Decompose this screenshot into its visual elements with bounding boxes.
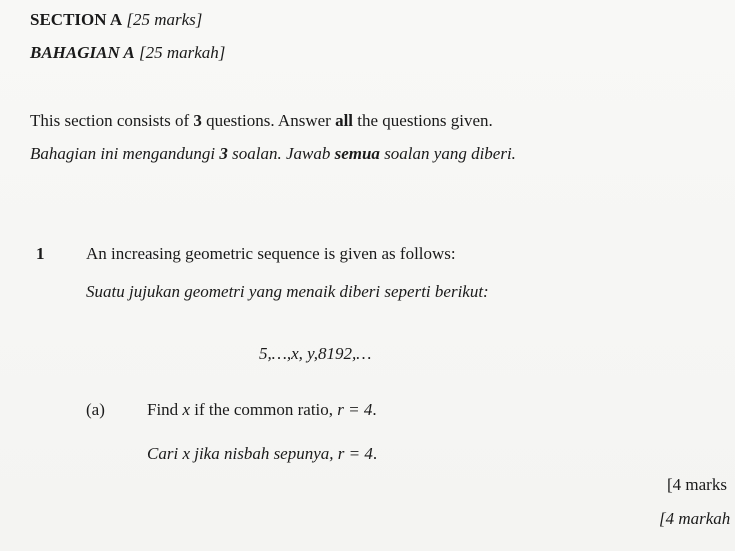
part-a-label: (a) (86, 400, 105, 419)
section-title-en: SECTION A (30, 10, 123, 29)
sequence-expression: 5,…,x, y,8192,… (259, 344, 372, 363)
section-title-ms: BAHAGIAN A (30, 43, 135, 62)
instruction-en-num: 3 (193, 111, 202, 130)
question-text-en: An increasing geometric sequence is given as follows: (86, 244, 456, 263)
instruction-ms-pre: Bahagian ini mengandungi (30, 144, 220, 163)
section-heading-ms (30, 43, 225, 63)
instruction-en-all: all (335, 111, 354, 130)
part-a-marks-en (667, 475, 727, 495)
instruction-ms-mid: soalan. Jawab (227, 144, 335, 163)
part-a-ms-var: x (182, 444, 190, 463)
instruction-en-pre: This section consists of (30, 111, 194, 130)
instruction-ms-num: 3 (219, 144, 228, 163)
part-a-en-end: . (372, 400, 377, 419)
section-heading-en (30, 10, 202, 30)
question-number-text: 1 (36, 244, 45, 263)
part-a-ms-mid: jika nisbah sepunya, (189, 444, 338, 463)
part-a-en-pre: Find (147, 400, 183, 419)
part-a-ms-eq: r = 4 (337, 444, 373, 463)
part-a-marks-en-text: [4 marks (667, 475, 727, 494)
part-a-marks-ms-text: [4 markah (659, 509, 731, 528)
instruction-en-mid: questions. Answer (201, 111, 336, 130)
part-a-marks-ms (659, 509, 730, 529)
part-a-en-mid: if the common ratio, (189, 400, 338, 419)
part-a-text-en (147, 400, 377, 420)
part-a-text-ms (147, 444, 377, 464)
instruction-ms (30, 144, 516, 164)
section-marks-ms: [25 markah] (138, 43, 226, 62)
instruction-ms-post: soalan yang diberi. (379, 144, 516, 163)
question-text-ms: Suatu jujukan geometri yang menaik diberi seperti berikut: (86, 282, 489, 301)
instruction-en-post: the questions given. (353, 111, 493, 130)
part-a-ms-pre: Cari (147, 444, 183, 463)
part-a-en-var: x (182, 400, 190, 419)
instruction-en (30, 111, 493, 131)
instruction-ms-all: semua (334, 144, 380, 163)
part-a-ms-end: . (372, 444, 378, 463)
part-a-en-eq: r = 4 (337, 400, 373, 419)
section-marks-en: [25 marks] (126, 10, 203, 29)
question-number (36, 244, 45, 264)
